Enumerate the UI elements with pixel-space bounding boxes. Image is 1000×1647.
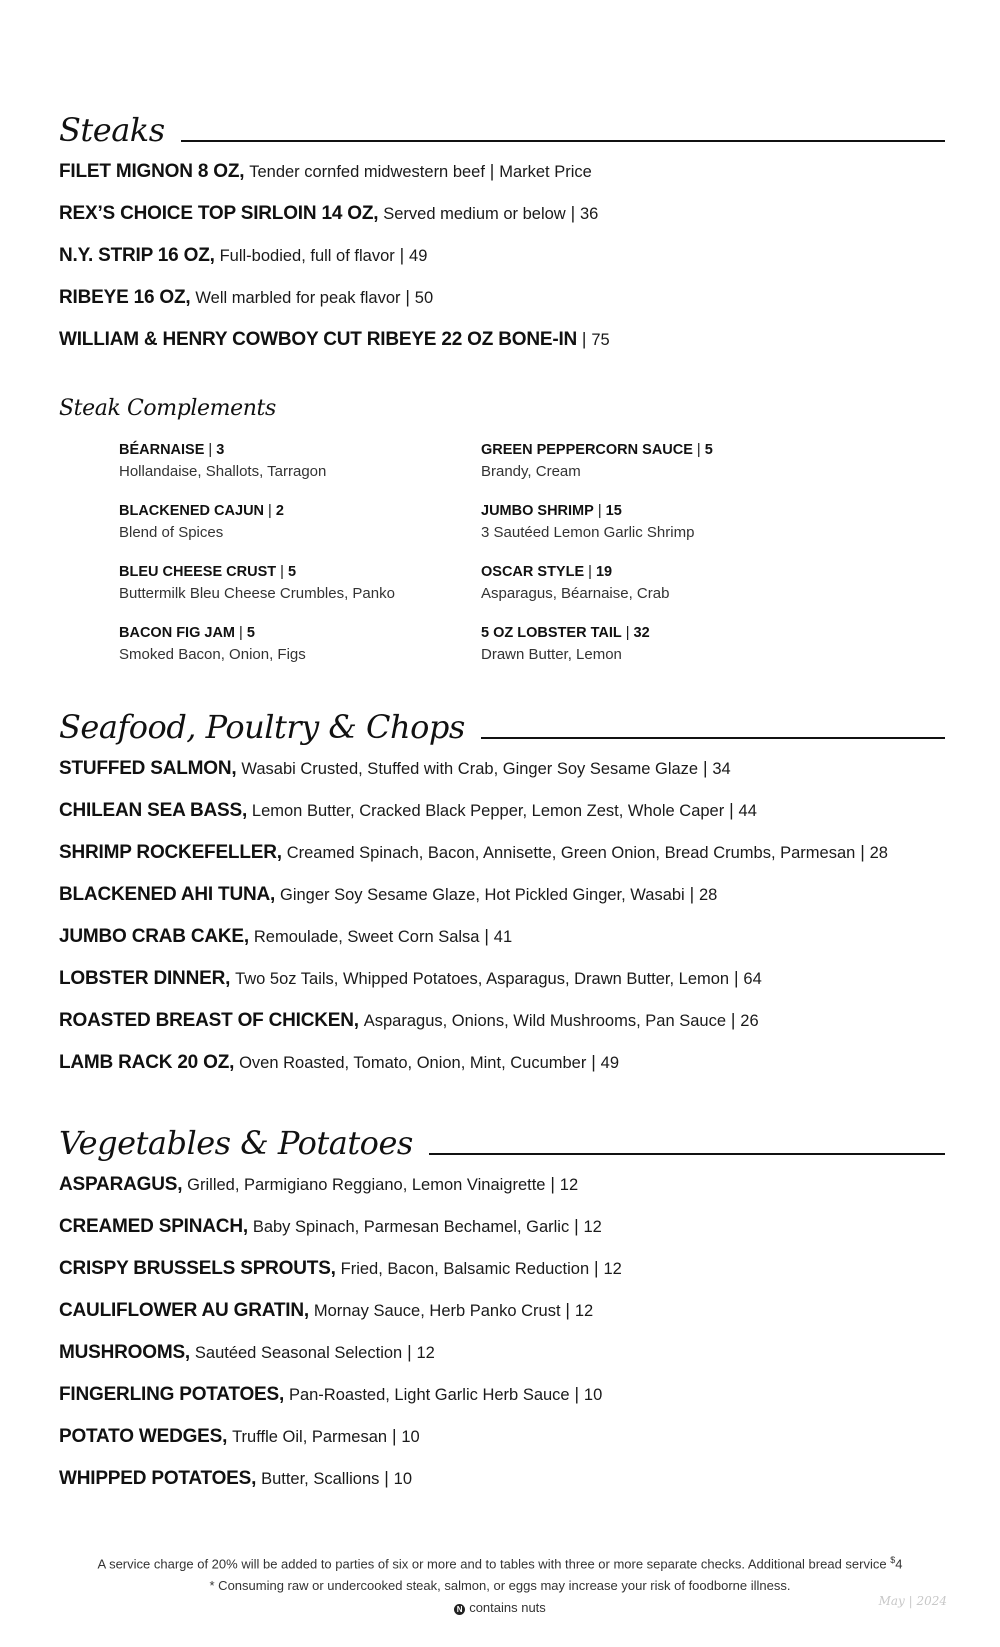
menu-item [59,1425,945,1467]
menu-item [59,1383,945,1425]
complement-price: 5 [246,625,255,641]
item-price: 10 [393,1470,413,1488]
complement-name-line [481,440,921,461]
complement-name-line [481,501,921,522]
item-name: N.Y. STRIP 16 OZ, [59,245,215,266]
price-separator: | [235,625,247,641]
complement-price: 5 [287,564,297,580]
menu-item [59,328,945,370]
menu-item [59,883,945,925]
item-description: Oven Roasted, Tomato, Onion, Mint, Cucumber [239,1054,587,1072]
item-description: Asparagus, Onions, Wild Mushrooms, Pan Sauce [363,1012,727,1030]
item-description: Remoulade, Sweet Corn Salsa [253,928,480,946]
item-description: Pan-Roasted, Light Garlic Herb Sauce [288,1386,570,1404]
item-name: WILLIAM & HENRY COWBOY CUT RIBEYE 22 OZ BONE-IN [59,329,578,350]
item-name: RIBEYE 16 OZ, [59,287,191,308]
menu-item [59,799,945,841]
item-name: MUSHROOMS, [59,1342,191,1363]
item-price: 34 [712,760,731,778]
section-title: Vegetables & Potatoes [59,1124,413,1162]
item-price: 12 [583,1218,602,1236]
item-name: FINGERLING POTATOES, [59,1384,285,1405]
price-separator: | [724,800,739,820]
complement-name: BLEU CHEESE CRUST [119,564,277,580]
menu-item [59,1009,945,1051]
price-separator: | [276,564,288,580]
section-rule [181,140,945,142]
item-price: 49 [409,247,428,265]
complement-item [481,562,921,604]
item-price: 26 [740,1012,759,1030]
item-description: Baby Spinach, Parmesan Bechamel, Garlic [252,1218,570,1236]
item-description: Grilled, Parmigiano Reggiano, Lemon Vinaigrette [187,1176,546,1194]
section-title: Seafood, Poultry & Chops [59,708,465,746]
nut-icon: N [454,1604,465,1615]
item-price: 44 [738,802,757,820]
item-name: CREAMED SPINACH, [59,1216,248,1237]
price-separator: | [726,1010,741,1030]
item-name: CHILEAN SEA BASS, [59,800,248,821]
menu-item [59,757,945,799]
complement-price: 19 [595,564,613,580]
price-separator: | [204,442,217,458]
item-name: SHRIMP ROCKEFELLER, [59,842,282,863]
price-separator: | [584,564,596,580]
price-separator: | [855,842,870,862]
complement-name-line [481,623,921,644]
complement-description: Brandy, Cream [481,463,581,480]
complement-item [119,623,481,665]
menu-item [59,1257,945,1299]
item-name: CRISPY BRUSSELS SPROUTS, [59,1258,336,1279]
price-separator: | [560,1300,575,1320]
item-price: 49 [600,1054,619,1072]
item-name: WHIPPED POTATOES, [59,1468,257,1489]
section-rule [481,737,945,739]
item-name: LAMB RACK 20 OZ, [59,1052,235,1073]
item-price: 10 [583,1386,603,1404]
complement-item [119,501,481,543]
complement-name: BACON FIG JAM [119,625,235,641]
price-separator: | [379,1468,394,1488]
item-description: Full-bodied, full of flavor [219,247,395,265]
complement-description: 3 Sautéed Lemon Garlic Shrimp [481,524,695,541]
complement-item [481,623,921,665]
menu-page [59,108,945,1509]
item-description: Lemon Butter, Cracked Black Pepper, Lemon Zest, Whole Caper [251,802,725,820]
item-description: Ginger Soy Sesame Glaze, Hot Pickled Ginger, Wasabi [279,886,685,904]
item-description: Creamed Spinach, Bacon, Annisette, Green Onion, Bread Crumbs, Parmesan [286,844,856,862]
complement-description: Asparagus, Béarnaise, Crab [481,585,670,602]
price-separator: | [387,1426,402,1446]
bread-price: 4 [895,1556,903,1572]
item-name: JUMBO CRAB CAKE, [59,926,249,947]
complement-description: Blend of Spices [119,524,224,541]
item-name: CAULIFLOWER AU GRATIN, [59,1300,309,1321]
menu-item [59,1341,945,1383]
price-separator: | [484,161,500,181]
complement-description: Hollandaise, Shallots, Tarragon [119,463,327,480]
item-name: STUFFED SALMON, [59,758,237,779]
item-description: Wasabi Crusted, Stuffed with Crab, Ginger Soy Sesame Glaze [241,760,699,778]
item-description: Sautéed Seasonal Selection [194,1344,403,1362]
complement-price: 5 [704,442,713,458]
item-name: ROASTED BREAST OF CHICKEN, [59,1010,359,1031]
complement-name-line [481,562,921,583]
section-rule [429,1153,945,1155]
menu-item [59,1467,945,1509]
steaks-list [59,160,945,370]
price-separator: | [264,503,276,519]
item-price: 12 [559,1176,579,1194]
item-price: 41 [493,928,513,946]
price-separator: | [569,1216,584,1236]
service-charge-note: A service charge of 20% will be added to parties of six or more and to tables with three or more separate checks. Additional bread service $4 [97,1555,903,1572]
item-price: 28 [869,844,888,862]
menu-item [59,1215,945,1257]
menu-item [59,202,945,244]
complement-name-line [119,623,481,644]
item-description: Well marbled for peak flavor [195,289,401,307]
complement-description: Buttermilk Bleu Cheese Crumbles, Panko [119,585,395,602]
item-price: 12 [603,1260,622,1278]
complement-name: 5 OZ LOBSTER TAIL [481,625,622,641]
complement-item [119,440,481,482]
item-price: 50 [414,289,434,307]
item-description: Butter, Scallions [261,1470,380,1488]
seafood-header [59,705,945,749]
footer [0,1549,1000,1619]
steaks-header [59,108,945,152]
menu-item [59,1299,945,1341]
menu-item [59,160,945,202]
price-separator: | [586,1052,601,1072]
item-description: Two 5oz Tails, Whipped Potatoes, Asparagus, Drawn Butter, Lemon [235,970,730,988]
complement-price: 3 [216,442,225,458]
menu-item [59,967,945,1009]
item-name: ASPARAGUS, [59,1174,183,1195]
nuts-legend [0,1597,1000,1619]
price-separator: | [400,287,415,307]
item-name: POTATO WEDGES, [59,1426,228,1447]
price-separator: | [692,442,705,458]
item-price: 12 [416,1344,435,1362]
complement-description: Drawn Butter, Lemon [481,646,622,663]
complement-name: OSCAR STYLE [481,564,585,580]
menu-item [59,841,945,883]
menu-date: May | 2024 [878,1594,947,1608]
section-title: Steaks [59,111,165,149]
item-price: Market Price [499,163,592,181]
price-separator: | [621,625,634,641]
item-price: 75 [591,331,610,349]
price-separator: | [545,1174,560,1194]
item-name: BLACKENED AHI TUNA, [59,884,276,905]
price-separator: | [729,968,744,988]
price-separator: | [589,1258,604,1278]
menu-item [59,1173,945,1215]
item-description: Tender cornfed midwestern beef [249,163,485,181]
seafood-list [59,757,945,1093]
bread-currency: $ [890,1555,896,1565]
nuts-label: contains nuts [469,1600,546,1616]
complement-name-line [119,440,481,461]
menu-item [59,925,945,967]
complement-name: BÉARNAISE [119,442,205,458]
item-name: LOBSTER DINNER, [59,968,231,989]
complement-name: JUMBO SHRIMP [481,503,594,519]
complement-price: 2 [275,503,284,519]
item-description: Mornay Sauce, Herb Panko Crust [313,1302,561,1320]
item-price: 28 [699,886,718,904]
price-separator: | [684,884,699,904]
item-description: Served medium or below [383,205,566,223]
item-description: Fried, Bacon, Balsamic Reduction [340,1260,590,1278]
price-separator: | [577,329,592,349]
menu-item [59,1051,945,1093]
complement-price: 32 [633,625,650,641]
consumption-warning: * Consuming raw or undercooked steak, salmon, or eggs may increase your risk of foodborne illness. [209,1578,791,1594]
price-separator: | [479,926,494,946]
complement-name-line [119,501,481,522]
price-separator: | [394,245,410,265]
price-separator: | [698,758,713,778]
item-price: 10 [401,1428,420,1446]
price-separator: | [569,1384,584,1404]
menu-item [59,244,945,286]
complement-name: BLACKENED CAJUN [119,503,265,519]
complements-title: Steak Complements [59,396,276,421]
item-price: 36 [580,205,599,223]
complement-price: 15 [605,503,622,519]
complement-item [481,501,921,543]
vegetables-header [59,1121,945,1165]
complement-item [119,562,481,604]
price-separator: | [565,203,580,223]
complement-item [481,440,921,482]
complement-description: Smoked Bacon, Onion, Figs [119,646,306,663]
item-name: REX’S CHOICE TOP SIRLOIN 14 OZ, [59,203,379,224]
item-price: 12 [574,1302,594,1320]
item-description: Truffle Oil, Parmesan [232,1428,388,1446]
menu-item [59,286,945,328]
item-name: FILET MIGNON 8 OZ, [59,161,245,182]
complement-name: GREEN PEPPERCORN SAUCE [481,442,693,458]
complements-grid [119,440,945,665]
vegetables-list [59,1173,945,1509]
complement-name-line [119,562,481,583]
price-separator: | [593,503,606,519]
item-price: 64 [743,970,762,988]
price-separator: | [402,1342,417,1362]
